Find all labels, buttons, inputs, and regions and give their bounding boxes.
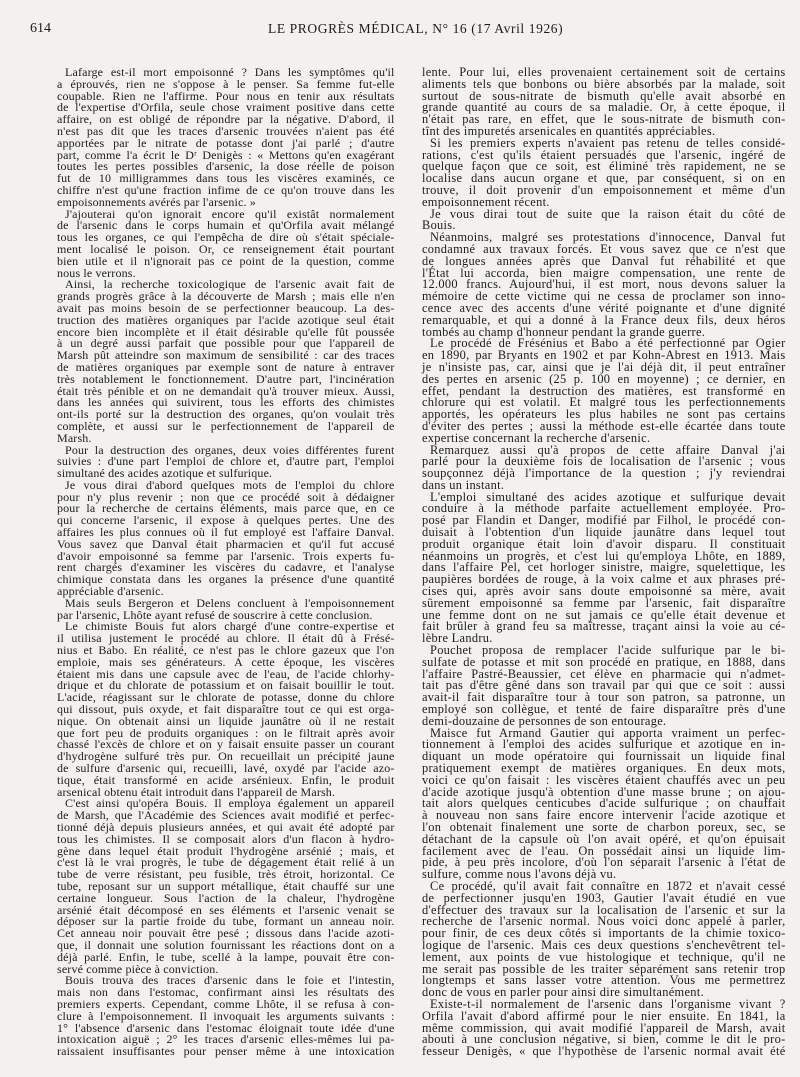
text-line: fut de 10 milligrammes dans tous les viscères examinés, ce — [57, 171, 395, 186]
text-line: dans les années qui suivirent, tous les efforts des chimistes — [57, 395, 395, 410]
text-line: aliments tels que bonbons ou bière absorbés par la malade, soit — [422, 76, 786, 91]
text-line: tique, était transformé en acide arsénieux. Enfin, le produit — [57, 772, 395, 787]
text-line: Cet anneau noir pouvait être pesé ; dissous dans l'acide azoti- — [57, 926, 395, 941]
text-line: détachant de la capsule où l'on avait opéré, et qu'on épuisait — [422, 831, 786, 846]
text-line: déjà parlé. Enfin, le tube, scellé à la lampe, pouvait être con- — [57, 949, 395, 964]
text-line: tous les organes, ce qui l'empêcha de dire où s'était spéciale- — [57, 230, 395, 245]
text-line: coupable. Rien ne l'affirme. Pour nous en tenir aux résultats — [57, 88, 395, 103]
text-line: dans l'affaire Pel, cet horloger sinistre, maigre, squelettique, les — [422, 560, 786, 575]
text-line: chlorure qui est volatil. Et malgré tous les perfectionnements — [422, 395, 786, 410]
text-line: servé comme pièce à conviction. — [57, 961, 219, 976]
text-line: C'est ainsi qu'opéra Bouis. Il employa également un appareil — [65, 796, 395, 811]
text-line: de l'expertise d'Orfila, seule chose vraiment positive dans cette — [57, 100, 395, 115]
text-line: complète, et aussi sur le perfectionnement de l'appareil de — [57, 418, 395, 433]
paragraph — [57, 279, 395, 444]
text-line: fait brûler à grand feu sa maîtresse, traçant ainsi la voie au cé- — [422, 619, 786, 634]
text-line: voici ce qu'on faisait : les viscères étaient chauffés avec un peu — [422, 772, 786, 787]
text-line: simultané des acides azotique et sulfurique. — [57, 466, 273, 481]
paragraph — [57, 595, 395, 622]
text-line: employé son collègue, et tenté de faire disparaître près d'une — [422, 702, 786, 717]
text-line: expertise concernant la recherche d'arsenic. — [422, 430, 651, 445]
page-number: 614 — [30, 21, 51, 36]
text-line: Marsh. — [57, 430, 92, 445]
paragraph — [422, 232, 786, 338]
text-line: pour la recherche de certains éléments, mais parce que, en ce — [57, 501, 395, 516]
text-line: donc de vous en parler pour ainsi dire simultanément. — [422, 985, 704, 1000]
text-line: Néanmoins, malgré ses protestations d'innocence, Danval fut — [430, 230, 786, 245]
text-line: même commission, qui avait modifié l'appareil de Marsh, avait — [422, 1020, 786, 1035]
text-line: était très pénible et on ne demandait qu'à trouver mieux. Aussi, — [57, 383, 395, 398]
paragraph — [422, 338, 786, 444]
text-line: logique de l'arsenic. Mais ces deux questions s'enchevêtrent tel- — [422, 937, 786, 952]
text-line: 12.000 francs. Aujourd'hui, il est mort, nous devons saluer la — [422, 277, 786, 292]
text-line: premiers experts. Cependant, comme Lhôte, il se refusa à con- — [57, 996, 395, 1011]
text-line: Vous savez que Danval était pharmacien et qu'il fut accusé — [57, 536, 395, 551]
text-line: de longues années après que Danval fut réhabilité et que — [422, 253, 786, 268]
left-column — [57, 67, 395, 1058]
text-line: d'éviter des pertes ; aussi la méthode est-elle écartée dans toute — [422, 418, 786, 433]
text-line: toutes les pertes possibles d'arsenic, la dose réelle de poison — [57, 159, 395, 174]
text-line: longtemps et sans lasser votre attention. Vous me permettrez — [422, 973, 786, 988]
text-line: Pouchet proposa de remplacer l'acide sulfurique par le bi- — [430, 643, 786, 658]
text-line: néanmoins un progrès, et c'est lui qu'employa Lhôte, en 1889, — [422, 548, 786, 563]
text-line: étaient mis dans une capsule avec de l'eau, de l'acide chlorhy- — [57, 666, 395, 681]
text-line: chassé l'excès de chlore et on y faisait ensuite passer un courant — [57, 737, 395, 752]
text-line: Orfila l'avait d'abord affirmé pour le nier ensuite. En 1841, la — [422, 1008, 786, 1023]
text-line: produit organique était loin d'avoir disparu. Il constituait — [422, 536, 786, 551]
text-line: lèbre Landru. — [422, 631, 493, 646]
text-line: emploie, mais ses générateurs. A cette époque, les viscères — [57, 654, 395, 669]
text-line: Pour la destruction des organes, deux voies différentes furent — [65, 442, 395, 457]
text-line: rations, c'est qu'ils étaient persuadés que l'arsenic, ingéré de — [422, 147, 786, 162]
text-line: 1° l'absence d'arsenic dans l'estomac éloignait toute idée d'une — [57, 1020, 395, 1035]
text-line: Le chimiste Bouis fut alors chargé d'une contre-expertise et — [65, 619, 395, 634]
text-line: sûrement empoisonné sa femme par l'arsenic, fait disparaître — [422, 595, 786, 610]
text-line: clure à l'empoisonnement. Il invoquait les arguments suivants : — [57, 1008, 395, 1023]
text-line: Existe-t-il normalement de l'arsenic dans l'organisme vivant ? — [430, 996, 786, 1011]
text-line: condamné aux travaux forcés. Et vous savez que ce n'est que — [422, 241, 786, 256]
text-line: tait alors quelques centicubes d'acide sulfurique ; on chauffait — [422, 796, 786, 811]
text-line: d'effectuer des travaux sur la localisation de l'arsenic et sur la — [422, 902, 786, 917]
text-line: l'affaire Pastré-Beaussier, cet élève en pharmacie qui n'admet- — [422, 666, 786, 681]
text-line: rent chargés d'examiner les viscères du cadavre, et l'analyse — [57, 560, 395, 575]
text-line: que, il donnait une solution fournissant les réactions dont on a — [57, 937, 395, 952]
paragraph — [57, 206, 395, 280]
text-line: apportées par le nitrate de potasse dont j'ai parlé ; d'autre — [57, 135, 395, 150]
text-line: part, comme l'a écrit le Dʳ Denigès : « Mettons qu'en exagérant — [57, 147, 395, 162]
text-line: nius et Babo. En réalité, ce n'est pas le chlore gazeux que l'on — [57, 643, 395, 658]
text-line: nous le verrons. — [57, 265, 136, 280]
text-line: Bouis trouva des traces d'arsenic dans le foie et l'intestin, — [65, 973, 395, 988]
text-line: paupières bordées de rouge, à la voix calme et aux phrases pré- — [422, 572, 786, 587]
text-line: arsenical obtenu était introduit dans l'appareil de Marsh. — [57, 784, 336, 799]
text-line: sulfate de potasse et mit son procédé en pratique, en 1888, dans — [422, 654, 786, 669]
text-line: de perfectionner jusqu'en 1903, Gautier l'avait étudié en vue — [422, 890, 786, 905]
text-line: de sulfure d'arsenic qui, recueilli, lavé, oxydé par l'acide azo- — [57, 761, 395, 776]
text-line: tînt des impuretés arsenicales en quantités appréciables. — [422, 123, 716, 138]
text-line: ment localisé le poison. Or, ce renseignement était pourtant — [57, 241, 395, 256]
paragraph — [57, 975, 395, 1058]
text-line: d'acide azotique jusqu'à obtention d'une masse brune ; on ajou- — [422, 784, 786, 799]
text-line: localise dans aucun organe et que, par conséquent, si on en — [422, 171, 786, 186]
paragraph — [422, 645, 786, 728]
text-line: tube de verre résistant, peu fusible, très étroit, horizontal. Ce — [57, 867, 395, 882]
text-line: fesseur Denigès, « que l'hypothèse de l'arsenic normal avait été — [422, 1044, 786, 1059]
text-line: sulfure, comme nous l'avons déjà vu. — [422, 867, 617, 882]
text-line: tionné déjà depuis plusieurs années, et qui avait été adopté par — [57, 820, 395, 834]
text-line: Ainsi, la recherche toxicologique de l'arsenic avait fait de — [65, 277, 395, 292]
text-line: remarquable, et qui a donné à la France deux fils, deux héros — [422, 312, 786, 327]
text-line: d'avoir empoisonné sa femme par l'arsenic. Trois experts fu- — [57, 548, 395, 563]
text-line: pour finir, de ces deux côtés si importants de la chimie toxico- — [422, 926, 786, 941]
text-line: c'est là le vrai progrès, le tube de dégagement était relié à un — [57, 855, 395, 870]
text-line: il utilisa justement le procédé au chlore. Il était dû à Frésé- — [57, 631, 395, 646]
paragraph — [57, 621, 395, 798]
text-line: diquant un mode opératoire qui fournissait un liquide final — [422, 749, 786, 764]
text-line: truction des matières organiques par l'acide azotique seul était — [57, 312, 395, 327]
text-line: pratiquement exempt de matières organiques. En deux mots, — [422, 761, 786, 776]
text-line: ont-ils porté sur la destruction des organes, qu'on voulait très — [57, 407, 395, 422]
text-line: Je vous dirai tout de suite que la raison était du côté de — [430, 206, 786, 221]
text-line: à un degré aussi parfait que possible pour que l'appareil de — [57, 336, 395, 351]
paragraph — [422, 489, 786, 646]
text-line: Ce procédé, qu'il avait fait connaître en 1872 et n'avait cessé — [430, 878, 786, 893]
text-line: empoisonnements avérés par l'arsenic. » — [57, 194, 256, 209]
text-line: Je vous dirai d'abord quelques mots de l'emploi du chlore — [65, 477, 395, 492]
text-line: l'État lui accorda, bien maigre compensation, une rente de — [422, 265, 786, 280]
text-line: Lafarge est-il mort empoisonné ? Dans les symptômes qu'il — [65, 65, 395, 79]
text-line: facilement avec de l'eau. On possédait ainsi un liquide lim- — [422, 843, 786, 858]
text-line: d'hydrogène sulfuré très pur. On recueillait un précipité jaune — [57, 749, 395, 764]
paragraph — [57, 442, 395, 481]
text-line: grands progrès grâce à la découverte de Marsh ; mais elle n'en — [57, 289, 395, 304]
text-line: avait pas moins besoin de se perfectionner beaucoup. La des- — [57, 300, 395, 315]
paragraph — [57, 67, 395, 209]
text-line: arsénié était décomposé en ses éléments et l'arsenic venait se — [57, 902, 395, 917]
paragraph — [422, 206, 786, 233]
paragraph — [422, 442, 786, 492]
text-line: l'on obtenait finalement une sorte de charbon poreux, sec, se — [422, 820, 786, 834]
text-line: appréciable d'arsenic. — [57, 584, 164, 599]
text-line: de l'arsenic dans le corps humain et qu'Orfila avait mélangé — [57, 218, 395, 233]
running-title: LE PROGRÈS MÉDICAL, N° 16 (17 Avril 1926) — [268, 21, 564, 36]
text-line: lente. Pour lui, elles provenaient certainement soit de certains — [422, 65, 786, 79]
text-line: dans un instant. — [422, 477, 505, 492]
text-line: parlé pour la deuxième fois de localisation de l'arsenic ; vous — [422, 454, 786, 469]
text-line: chimique constata dans les organes la présence d'une quantité — [57, 572, 395, 587]
text-line: apportés, les opérateurs les plus habiles ne sont pas certains — [422, 407, 786, 422]
text-line: affaire, on est obligé de répondre par la négative. D'abord, il — [57, 112, 395, 127]
text-line: posé par Flandin et Danger, modifié par Filhol, le procédé con- — [422, 513, 786, 528]
paragraph — [422, 996, 786, 1059]
text-line: à nouveau non sans faire encore intervenir l'acide azotique et — [422, 808, 786, 823]
text-line: trouve, il doit provenir d'un empoisonnement et même d'un — [422, 182, 786, 197]
text-line: en 1890, par Bryants en 1902 et par Kohn-Abrest en 1913. Mais — [422, 348, 786, 363]
text-line: conduire à la méthode parfaite actuellement employée. Pro- — [422, 501, 786, 516]
text-line: tait pas d'être gêné dans son travail par qui que ce soit : aussi — [422, 678, 786, 693]
right-column — [422, 67, 786, 1058]
text-line: J'ajouterai qu'on ignorait encore qu'il existât normalement — [65, 206, 395, 221]
text-line: Bouis. — [422, 218, 456, 233]
text-line: mémoire de cette victime qui ne cessa de proclamer son inno- — [422, 289, 786, 304]
text-line: Maisce fut Armand Gautier qui apporta vraiment un perfec- — [430, 725, 786, 740]
text-line: des pertes en arsenic (25 p. 100 en moyenne) ; ce dernier, en — [422, 371, 786, 386]
text-line: mais non dans l'estomac, confirmant ainsi les résultats des — [57, 985, 395, 1000]
text-line: gène dans lequel était produit l'hydrogène arsénié ; mais, et — [57, 843, 395, 858]
paragraph — [422, 878, 786, 1000]
paragraph — [422, 67, 786, 138]
text-line: affaires les plus connues où il fut employé est l'affaire Danval. — [57, 525, 395, 540]
text-line: L'emploi simultané des acides azotique et sulfurique devait — [430, 489, 786, 504]
text-line: empoisonnement récent. — [422, 194, 550, 209]
text-line: drique et du chlorate de potassium et on faisait bouillir le tout. — [57, 678, 395, 693]
paragraph — [422, 725, 786, 882]
text-line: cises qui, après avoir sans doute empoisonné sa mère, avait — [422, 584, 786, 599]
text-line: avait-il fait disparaître tour à tour son patron, sa patronne, un — [422, 690, 786, 705]
text-line: grande quantité au cours de sa maladie. Or, à cette époque, il — [422, 100, 786, 115]
text-line: duisait à l'obtention d'un liquide jaunâtre dans lequel tout — [422, 525, 786, 540]
text-line: abouti à une conclusion négative, si bien, comme le dit le pro- — [422, 1032, 786, 1047]
text-line: effet, pendant la destruction des matières, est transformé en — [422, 383, 786, 398]
text-line: intoxication aiguë ; 2° les traces d'arsenic elles-mêmes lui pa- — [57, 1032, 395, 1047]
text-line: tionnement à l'emploi des acides sulfurique et azotique en in- — [422, 737, 786, 752]
text-line: Remarquez aussi qu'à propos de cette affaire Danval j'ai — [430, 442, 786, 457]
text-line: tous les chimistes. Il se composait alors d'un flacon à hydro- — [57, 831, 395, 846]
text-line: je n'insiste pas, car, ainsi que je l'ai déjà dit, il peut entraîner — [422, 359, 786, 374]
text-line: de Marsh, que l'Académie des Sciences avait modifié et perfec- — [57, 808, 395, 823]
text-line: pide, à peu près incolore, d'où l'on séparait l'arsenic à l'état de — [422, 855, 786, 870]
text-line: encore bien incomplète et il était désirable qu'elle fût poussée — [57, 324, 395, 339]
text-line: Mais seuls Bergeron et Delens concluent à l'empoisonnement — [65, 595, 395, 610]
text-line: tube, reposant sur un support métallique, était chauffé sur une — [57, 878, 395, 893]
text-line: soupçonnez déjà l'importance de la question ; j'y reviendrai — [422, 466, 786, 481]
text-line: suivies : d'une part l'emploi de chlore et, d'autre part, l'emploi — [57, 454, 395, 469]
text-line: nique. On obtenait ainsi un liquide jaunâtre où il ne restait — [57, 713, 395, 728]
text-line: raissaient insuffisantes pour penser même à une intoxication — [57, 1044, 395, 1059]
text-line: qui dissout, puis oxyde, et fait disparaître tout ce qui est orga- — [57, 702, 395, 717]
text-line: Le procédé de Frésénius et Babo a été perfectionné par Ogier — [430, 336, 786, 351]
text-line: de matières organiques par exemple sont de nature à entraver — [57, 359, 395, 374]
text-line: Marsh pût atteindre son maximum de sensibilité : car des traces — [57, 348, 395, 363]
text-line: qui concerne l'arsenic, il expose à quelques pertes. Une des — [57, 513, 395, 528]
text-line: demi-douzaine de personnes de son entourage. — [422, 713, 667, 728]
text-line: tombés au champ d'honneur pendant la grande guerre. — [422, 324, 706, 339]
paragraph — [57, 477, 395, 599]
text-line: par l'arsenic, Lhôte ayant refusé de souscrire à cette conclusion. — [57, 607, 373, 622]
text-line: quelque façon que ce soit, est éliminé très rapidement, ne se — [422, 159, 786, 174]
text-line: a éprouvés, rien ne s'oppose à le penser. Sa femme fut-elle — [57, 76, 395, 91]
text-line: surtout de sous-nitrate de bismuth qu'elle avait absorbé en — [422, 88, 786, 103]
text-line: chiffre n'est qu'une fraction infime de ce qu'on trouve dans les — [57, 182, 395, 197]
text-line: n'était pas rare, en effet, que le sous-nitrate de bismuth con- — [422, 112, 786, 127]
text-line: déposer sur la partie froide du tube, formant un anneau noir. — [57, 914, 395, 929]
text-line: me serait pas possible de les traiter séparément sans retenir trop — [422, 961, 786, 976]
text-line: recherche de l'arsenic normal. Nous voici donc appelé à parler, — [422, 914, 786, 929]
text-line: une femme dont on ne sut jamais ce qu'elle était devenue et — [422, 607, 786, 622]
text-line: certaine longueur. Sous l'action de la chaleur, l'hydrogène — [57, 890, 395, 905]
text-line: pour n'y plus revenir ; non que ce procédé soit à dédaigner — [57, 489, 395, 504]
text-line: bien utile et il n'ignorait pas ce point de la question, comme — [57, 253, 395, 268]
text-line: Si les premiers experts n'avaient pas retenu de telles considé- — [430, 135, 786, 150]
text-line: n'est pas dit que les traces d'arsenic trouvées n'aient pas été — [57, 123, 395, 138]
paragraph — [422, 135, 786, 209]
paragraph — [57, 798, 395, 975]
text-line: L'acide, réagissant sur le chlorate de potasse, donne du chlore — [57, 690, 395, 705]
text-line: lement, aux points de vue histologique et technique, qu'il ne — [422, 949, 786, 964]
text-line: très notablement le fonctionnement. D'autre part, l'incinération — [57, 371, 395, 386]
text-line: que fort peu de produits organiques : on le filtrait après avoir — [57, 725, 395, 740]
text-line: cence avec des accents d'une vérité poignante et d'une dignité — [422, 300, 786, 315]
